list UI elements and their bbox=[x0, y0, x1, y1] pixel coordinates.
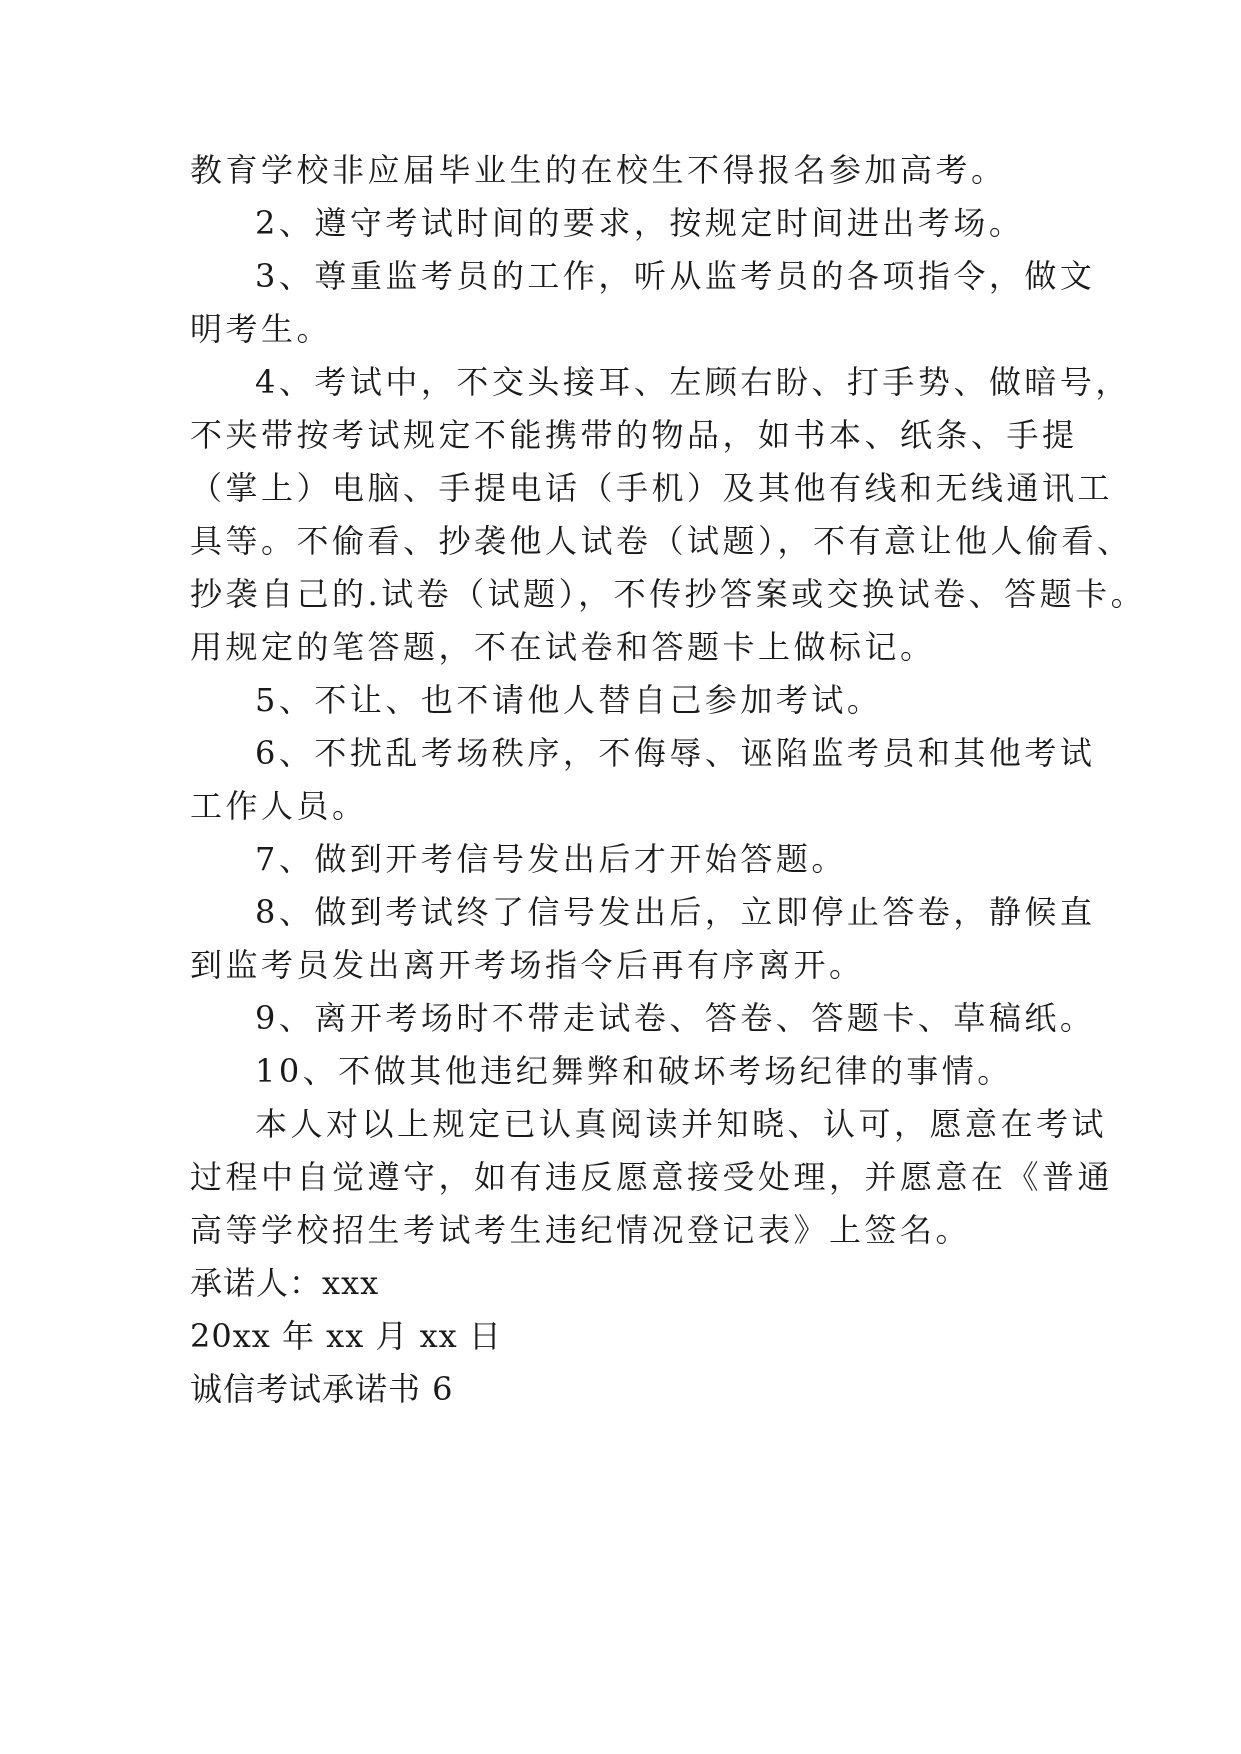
promisor-signature: 承诺人：xxx bbox=[190, 1264, 380, 1302]
paragraph-line: 具等。不偷看、抄袭他人试卷（试题），不有意让他人偷看、 bbox=[190, 522, 1133, 560]
rule-4: 4、考试中，不交头接耳、左顾右盼、打手势、做暗号， bbox=[255, 363, 1131, 401]
rule-10: 10、不做其他违纪舞弊和破坏考场纪律的事情。 bbox=[255, 1052, 1013, 1090]
paragraph-line: 到监考员发出离开考场指令后再有序离开。 bbox=[190, 946, 865, 984]
paragraph-line: 明考生。 bbox=[190, 310, 333, 348]
date-line: 20xx 年 xx 月 xx 日 bbox=[190, 1317, 502, 1355]
rule-5: 5、不让、也不请他人替自己参加考试。 bbox=[255, 681, 883, 719]
paragraph-line: 高等学校招生考试考生违纪情况登记表》上签名。 bbox=[190, 1211, 972, 1249]
paragraph-line: 用规定的笔答题，不在试卷和答题卡上做标记。 bbox=[190, 628, 936, 666]
rule-3: 3、尊重监考员的工作，听从监考员的各项指令，做文 bbox=[255, 257, 1096, 295]
paragraph-line: 教育学校非应届毕业生的在校生不得报名参加高考。 bbox=[190, 151, 1007, 189]
rule-7: 7、做到开考信号发出后才开始答题。 bbox=[255, 840, 847, 878]
rule-9: 9、离开考场时不带走试卷、答卷、答题卡、草稿纸。 bbox=[255, 999, 1096, 1037]
paragraph-line: 过程中自觉遵守，如有违反愿意接受处理，并愿意在《普通 bbox=[190, 1158, 1114, 1196]
paragraph-line: （掌上）电脑、手提电话（手机）及其他有线和无线通讯工 bbox=[190, 469, 1114, 507]
paragraph-line: 工作人员。 bbox=[190, 787, 368, 825]
section-heading: 诚信考试承诺书 6 bbox=[190, 1370, 454, 1408]
declaration-paragraph: 本人对以上规定已认真阅读并知晓、认可，愿意在考试 bbox=[255, 1105, 1108, 1143]
rule-8: 8、做到考试终了信号发出后，立即停止答卷，静候直 bbox=[255, 893, 1096, 931]
paragraph-line: 不夹带按考试规定不能携带的物品，如书本、纸条、手提 bbox=[190, 416, 1078, 454]
rule-6: 6、不扰乱考场秩序，不侮辱、诬陷监考员和其他考试 bbox=[255, 734, 1096, 772]
rule-2: 2、遵守考试时间的要求，按规定时间进出考场。 bbox=[255, 204, 1025, 242]
paragraph-line: 抄袭自己的.试卷（试题），不传抄答案或交换试卷、答题卡。 bbox=[190, 575, 1147, 613]
